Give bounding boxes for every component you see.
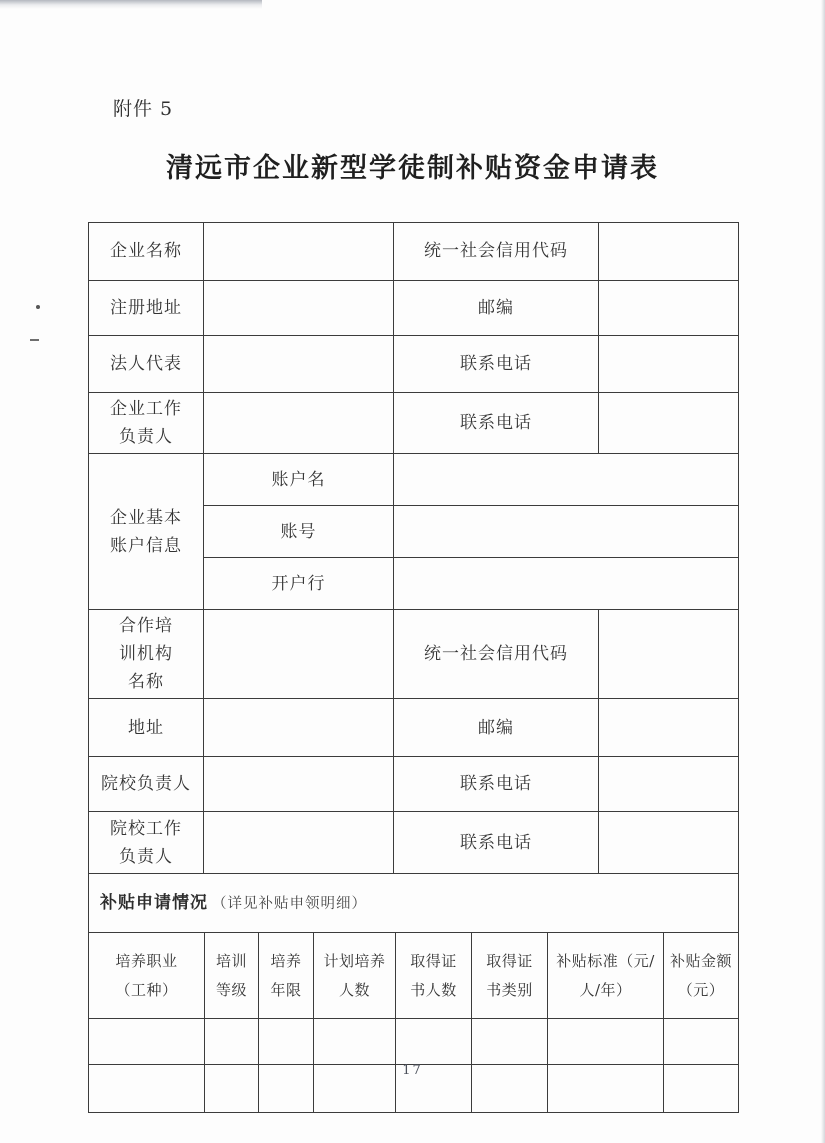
school-leader-label: 院校负责人 [89, 757, 204, 812]
school-leader-value [204, 757, 394, 812]
subsidy-data-row [89, 1019, 739, 1065]
form-title: 清远市企业新型学徒制补贴资金申请表 [166, 153, 659, 184]
table-row [89, 393, 739, 454]
postcode-label: 邮编 [394, 699, 599, 757]
contact-phone-value [599, 336, 739, 393]
page-number: 17 [402, 1063, 423, 1078]
contact-phone-label: 联系电话 [394, 812, 599, 874]
subsidy-cell-empty [205, 1019, 259, 1065]
scan-artifact-dot [36, 305, 40, 309]
contact-phone-value [599, 812, 739, 874]
table-row [89, 812, 739, 874]
company-contact-person-label-text: 企业工作负责人 [110, 399, 182, 448]
table-row [89, 281, 739, 336]
company-name-value [204, 223, 394, 281]
account-number-value [394, 506, 739, 558]
subsidy-cell-empty [664, 1019, 739, 1065]
training-org-name-value [204, 610, 394, 699]
registered-address-label: 注册地址 [89, 281, 204, 336]
subsidy-header-training-level: 培训等级 [205, 933, 259, 1019]
legal-representative-value [204, 336, 394, 393]
table-row [89, 874, 739, 933]
attachment-label: 附件 5 [113, 98, 174, 120]
contact-phone-label: 联系电话 [394, 757, 599, 812]
account-group-label [89, 454, 204, 610]
org-address-value [204, 699, 394, 757]
contact-phone-label: 联系电话 [394, 336, 599, 393]
applicant-info-table [88, 222, 739, 933]
credit-code-value [599, 610, 739, 699]
school-contact-person-label-text: 院校工作负责人 [110, 818, 182, 867]
table-row [89, 454, 739, 506]
account-name-label: 账户名 [204, 454, 394, 506]
org-address-label: 地址 [89, 699, 204, 757]
subsidy-section-row [89, 874, 739, 933]
scan-artifact-dash [30, 339, 39, 341]
subsidy-detail-table [88, 932, 739, 1113]
table-row [89, 610, 739, 699]
subsidy-header-certificate-type: 取得证书类别 [472, 933, 548, 1019]
company-contact-person-value [204, 393, 394, 454]
account-number-label: 账号 [204, 506, 394, 558]
table-row [89, 699, 739, 757]
company-contact-person-label [89, 393, 204, 454]
credit-code-label: 统一社会信用代码 [394, 610, 599, 699]
subsidy-cell-empty [396, 1019, 472, 1065]
credit-code-value [599, 223, 739, 281]
company-name-label: 企业名称 [89, 223, 204, 281]
contact-phone-value [599, 757, 739, 812]
bank-branch-label: 开户行 [204, 558, 394, 610]
legal-representative-label: 法人代表 [89, 336, 204, 393]
training-org-name-label-text: 合作培训机构名称 [119, 616, 173, 693]
subsidy-header-planned-trainees: 计划培养人数 [314, 933, 396, 1019]
subsidy-header-row [89, 933, 739, 1019]
postcode-value [599, 699, 739, 757]
subsidy-header-subsidy-amount: 补贴金额（元） [664, 933, 739, 1019]
school-contact-person-label [89, 812, 204, 874]
subsidy-cell-empty [89, 1019, 205, 1065]
school-contact-person-value [204, 812, 394, 874]
application-form [88, 222, 738, 1113]
bank-branch-value [394, 558, 739, 610]
subsidy-section-title: 补贴申请情况 [100, 893, 208, 914]
postcode-label: 邮编 [394, 281, 599, 336]
postcode-value [599, 281, 739, 336]
account-name-value [394, 454, 739, 506]
credit-code-label: 统一社会信用代码 [394, 223, 599, 281]
subsidy-cell-empty [472, 1019, 548, 1065]
table-row [89, 336, 739, 393]
registered-address-value [204, 281, 394, 336]
subsidy-header-occupation: 培养职业（工种） [89, 933, 205, 1019]
table-row [89, 223, 739, 281]
subsidy-cell-empty [314, 1019, 396, 1065]
subsidy-header-subsidy-standard: 补贴标准（元/人/年） [548, 933, 664, 1019]
contact-phone-label: 联系电话 [394, 393, 599, 454]
contact-phone-value [599, 393, 739, 454]
scan-artifact-top-smudge [0, 0, 262, 9]
subsidy-header-training-years: 培养年限 [259, 933, 314, 1019]
subsidy-header-certified-count: 取得证书人数 [396, 933, 472, 1019]
training-org-name-label [89, 610, 204, 699]
subsidy-cell-empty [548, 1019, 664, 1065]
account-group-label-text: 企业基本账户信息 [110, 507, 182, 556]
subsidy-section-note: （详见补贴申领明细） [212, 896, 367, 913]
subsidy-cell-empty [259, 1019, 314, 1065]
table-row [89, 757, 739, 812]
